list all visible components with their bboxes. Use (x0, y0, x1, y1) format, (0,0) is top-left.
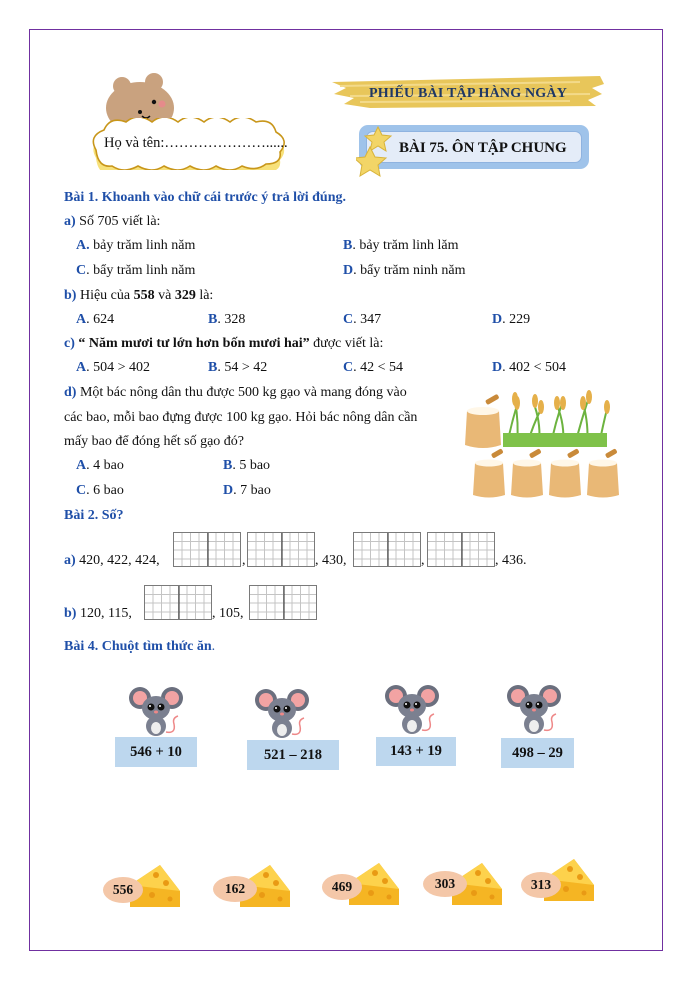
sequence-text: 120, 115, (76, 606, 132, 621)
ex2-a-start (64, 552, 160, 570)
ex1-question-d-line3: mấy bao để đóng hết số gạo đó? (64, 434, 245, 449)
ex1-a-option-d[interactable] (343, 262, 466, 280)
question-label: c) (64, 336, 75, 351)
ex1-d-option-a[interactable] (76, 457, 124, 475)
question-text: và (154, 288, 175, 303)
option-text: . 7 bao (233, 483, 271, 498)
cheese-value-1[interactable]: 556 (103, 877, 143, 903)
option-text: . 347 (353, 312, 382, 327)
number-558: 558 (133, 288, 155, 303)
lesson-title: BÀI 75. ÔN TẬP CHUNG (399, 140, 567, 156)
option-letter: B (208, 360, 218, 375)
cheese-value-5[interactable]: 313 (521, 872, 561, 898)
rice-sacks-illustration (463, 383, 623, 503)
ex1-d-option-c[interactable] (76, 482, 124, 500)
option-text: bảy trăm linh năm (89, 238, 196, 253)
answer-grid-box[interactable] (144, 585, 212, 620)
mouse-icon (128, 686, 184, 738)
question-text: Hiệu của (76, 288, 134, 303)
question-label: b) (64, 606, 77, 621)
option-letter: C (76, 483, 87, 498)
option-text: . 4 bao (86, 458, 124, 473)
option-text: . 229 (502, 312, 531, 327)
option-letter: D (492, 312, 503, 327)
star-icon (356, 125, 400, 179)
option-letter: C (343, 360, 354, 375)
question-text: là: (195, 288, 214, 303)
exercise-4-title (64, 638, 215, 656)
option-letter: D (343, 263, 354, 278)
question-text: Một bác nông dân thu được 500 kg gạo và mang đóng vào (76, 385, 407, 400)
sequence-text: , 436. (495, 553, 527, 568)
exercise-4-title-text: Bài 4. Chuột tìm thức ăn (64, 639, 212, 654)
option-text: . 5 bao (232, 458, 271, 473)
answer-grid-box[interactable] (427, 532, 495, 567)
question-label: a) (64, 214, 76, 229)
ex1-c-option-a[interactable] (76, 359, 150, 377)
sequence-text: 420, 422, 424, (75, 553, 160, 568)
question-label: d) (64, 385, 77, 400)
ex2-b-start (64, 605, 132, 623)
ex1-d-option-b[interactable] (223, 457, 270, 475)
mouse-expression-1[interactable]: 546 + 10 (115, 737, 197, 767)
sequence-text: , 105, (212, 606, 244, 621)
option-text: . bẩy trăm linh năm (86, 263, 196, 278)
option-letter: A (76, 312, 87, 327)
option-letter: A (76, 458, 87, 473)
ex1-b-option-b[interactable] (208, 311, 245, 329)
ex1-b-option-d[interactable] (492, 311, 530, 329)
option-text: . 402 < 504 (502, 360, 567, 375)
sequence-text: , 430, (315, 553, 347, 568)
answer-grid-box[interactable] (353, 532, 421, 567)
question-label: a) (64, 553, 76, 568)
ex1-b-option-c[interactable] (343, 311, 381, 329)
option-text: . bẩy trăm ninh năm (353, 263, 466, 278)
question-label: b) (64, 288, 77, 303)
question-text: được viết là: (309, 336, 384, 351)
ex1-question-d-line1 (64, 384, 407, 402)
sequence-sep: , (242, 553, 246, 568)
option-letter: C (343, 312, 354, 327)
option-letter: C (76, 263, 87, 278)
cheese-value-2[interactable]: 162 (213, 876, 257, 902)
number-329: 329 (174, 288, 196, 303)
option-letter: B (208, 312, 218, 327)
exercise-2-title: Bài 2. Số? (64, 508, 124, 523)
ex1-c-option-b[interactable] (208, 359, 267, 377)
exercise-1-title: Bài 1. Khoanh vào chữ cái trước ý trả lời đúng. (64, 190, 346, 205)
title-period: . (211, 639, 216, 654)
mouse-expression-4[interactable]: 498 – 29 (501, 738, 574, 768)
option-letter: A. (76, 238, 90, 253)
option-letter: A (76, 360, 87, 375)
ex1-c-option-c[interactable] (343, 359, 403, 377)
ex1-question-a (64, 213, 160, 231)
option-text: . 504 > 402 (86, 360, 151, 375)
answer-grid-box[interactable] (173, 532, 241, 567)
answer-grid-box[interactable] (247, 532, 315, 567)
option-letter: B (343, 238, 353, 253)
option-text: . bảy trăm linh lăm (352, 238, 459, 253)
answer-grid-box[interactable] (249, 585, 317, 620)
ex1-d-option-d[interactable] (223, 482, 271, 500)
ex1-question-b (64, 287, 213, 305)
ex1-question-c (64, 335, 383, 353)
ex1-a-option-c[interactable] (76, 262, 195, 280)
ex1-a-option-a[interactable] (76, 237, 195, 255)
question-text-bold: “ Năm mươi tư lớn hơn bốn mươi hai” (74, 336, 310, 351)
worksheet-title: PHIẾU BÀI TẬP HÀNG NGÀY (368, 86, 568, 101)
cheese-value-4[interactable]: 303 (423, 871, 467, 897)
mouse-icon (254, 688, 310, 740)
option-text: . 328 (217, 312, 246, 327)
ex1-a-option-b[interactable] (343, 237, 459, 255)
sequence-sep: , (421, 553, 425, 568)
cheese-value-3[interactable]: 469 (322, 874, 362, 900)
student-name-field[interactable]: Họ và tên:…………………...... (104, 135, 288, 151)
option-letter: D (492, 360, 503, 375)
ex1-question-d-line2: các bao, mỗi bao đựng được 100 kg gạo. Hỏi bác nông dân cần (64, 410, 418, 425)
option-text: . 624 (86, 312, 115, 327)
option-text: . 6 bao (86, 483, 124, 498)
option-letter: B (223, 458, 233, 473)
mouse-expression-3[interactable]: 143 + 19 (376, 737, 456, 766)
ex1-b-option-a[interactable] (76, 311, 114, 329)
ex1-c-option-d[interactable] (492, 359, 566, 377)
option-text: . 42 < 54 (353, 360, 404, 375)
option-letter: D (223, 483, 234, 498)
mouse-expression-2[interactable]: 521 – 218 (247, 740, 339, 770)
question-text: Số 705 viết là: (75, 214, 161, 229)
mouse-icon (384, 684, 440, 736)
option-text: . 54 > 42 (217, 360, 268, 375)
mouse-icon (506, 684, 562, 736)
